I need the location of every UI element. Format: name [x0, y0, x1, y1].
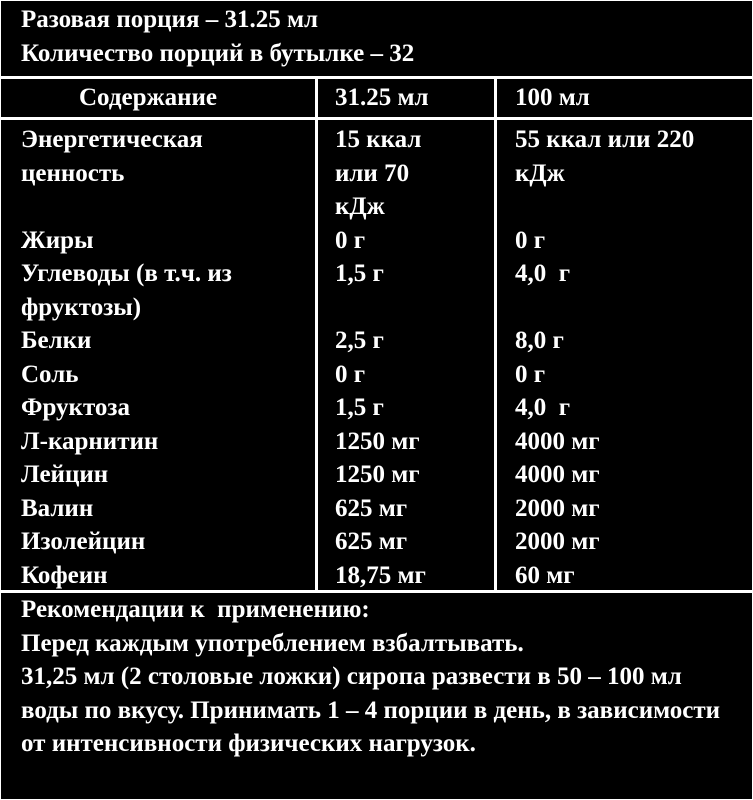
- row-carnitine-name: Л-карнитин: [21, 428, 159, 455]
- serving-info: [21, 3, 741, 70]
- recommendations-title: Рекомендации к применению:: [21, 596, 370, 623]
- row-isoleucine-name: Изолейцин: [21, 528, 146, 555]
- recommendations-dosage: 31,25 мл (2 столовые ложки) сиропа развести в 50 – 100 мл воды по вкусу. Принимать 1 – 4 порции в день, в зависимости от интенсивности физических нагрузок.: [21, 663, 721, 758]
- row-valine-name: Валин: [21, 495, 94, 522]
- row-caffeine-name: Кофеин: [21, 562, 108, 589]
- row-salt-serving: 0 г: [335, 361, 366, 388]
- row-leucine-per100: 4000 мг: [515, 461, 600, 488]
- header-content: Содержание: [79, 84, 218, 111]
- row-isoleucine-per100: 2000 мг: [515, 528, 600, 555]
- row-valine-serving: 625 мг: [335, 495, 408, 522]
- row-carbs-per100: 4,0 г: [515, 260, 571, 287]
- row-leucine-name: Лейцин: [21, 461, 109, 488]
- row-energy-name: Энергетическая ценность: [21, 126, 203, 187]
- row-protein-serving: 2,5 г: [335, 327, 384, 354]
- row-salt-per100: 0 г: [515, 361, 546, 388]
- row-fructose-serving: 1,5 г: [335, 394, 384, 421]
- row-protein-name: Белки: [21, 327, 92, 354]
- recommendations-shake: Перед каждым употреблением взбалтывать.: [21, 629, 524, 657]
- row-salt-name: Соль: [21, 361, 79, 388]
- row-isoleucine-serving: 625 мг: [335, 528, 408, 555]
- row-fructose-name: Фруктоза: [21, 394, 130, 421]
- row-valine-per100: 2000 мг: [515, 495, 600, 522]
- row-leucine-serving: 1250 мг: [335, 461, 420, 488]
- divider-top: [1, 76, 752, 79]
- row-fat-per100: 0 г: [515, 227, 546, 254]
- row-protein-per100: 8,0 г: [515, 327, 564, 354]
- row-carnitine-serving: 1250 мг: [335, 428, 420, 455]
- recommendations: [21, 593, 741, 761]
- row-carbs-serving: 1,5 г: [335, 260, 384, 287]
- row-energy-per100: 55 ккал или 220 кДж: [515, 126, 695, 187]
- row-energy-serving: 15 ккал или 70 кДж: [335, 126, 422, 221]
- header-per-100: 100 мл: [515, 84, 590, 111]
- row-fat-serving: 0 г: [335, 227, 366, 254]
- row-carnitine-per100: 4000 мг: [515, 428, 600, 455]
- divider-header: [1, 117, 752, 120]
- serving-size: Разовая порция – 31.25 мл: [21, 6, 319, 33]
- row-carbs-name: Углеводы (в т.ч. из фруктозы): [21, 260, 232, 321]
- row-fat-name: Жиры: [21, 227, 94, 254]
- header-serving: 31.25 мл: [335, 84, 429, 111]
- row-caffeine-serving: 18,75 мг: [335, 562, 426, 589]
- row-caffeine-per100: 60 мг: [515, 562, 575, 589]
- servings-per-bottle: Количество порций в бутылке – 32: [21, 39, 415, 67]
- row-fructose-per100: 4,0 г: [515, 394, 571, 421]
